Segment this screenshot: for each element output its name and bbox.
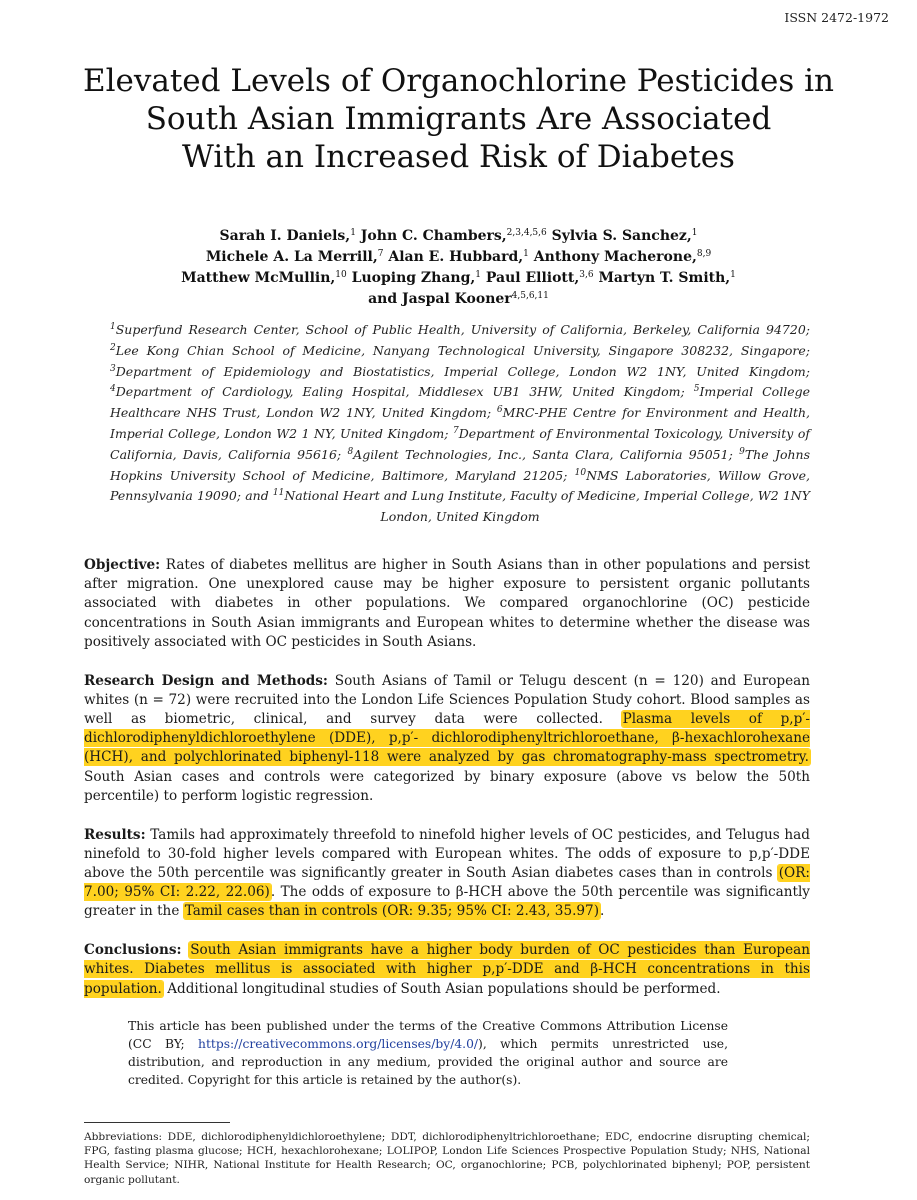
footnote-divider xyxy=(84,1122,230,1123)
section-text: . The odds of exposure to β-HCH above the 50th percentile was significantly greater in the xyxy=(84,884,810,920)
highlighted-text: South Asian immigrants have a higher body burden of OC pesticides than European whites. Diabetes mellitus is associated with higher p,p′-DDE and β-HCH concentrations in this population. xyxy=(84,942,810,997)
author-list xyxy=(60,226,857,310)
affiliations xyxy=(110,320,810,528)
affiliation: Superfund Research Center, School of Public Health, University of California, Berkeley, California 94720; xyxy=(115,322,810,337)
license-link[interactable]: https://creativecommons.org/licenses/by/4.0/ xyxy=(198,1037,479,1051)
author-affil-sup: 1 xyxy=(730,270,736,280)
author-affil-sup: 1 xyxy=(523,249,529,259)
author-name: Martyn T. Smith, xyxy=(598,270,731,286)
affil-sup: 2 xyxy=(110,342,116,353)
author-name: Sarah I. Daniels, xyxy=(219,228,351,244)
section-label: Objective: xyxy=(84,557,161,573)
author-affil-sup: 1 xyxy=(350,228,356,238)
abstract xyxy=(84,556,810,1018)
section-text: South Asian cases and controls were categorized by binary exposure (above vs below the 50th percentile) to perform logistic regression. xyxy=(84,768,810,804)
author-name: Sylvia S. Sanchez, xyxy=(551,228,692,244)
title-line: With an Increased Risk of Diabetes xyxy=(182,139,735,175)
affil-sup: 3 xyxy=(110,363,116,374)
affiliation: Lee Kong Chian School of Medicine, Nanyang Technological University, Singapore 308232, Singapore; xyxy=(115,342,810,358)
abstract-methods xyxy=(84,672,810,806)
author-affil-sup: 2,3,4,5,6 xyxy=(506,228,547,238)
author-name: Paul Elliott, xyxy=(485,270,580,286)
affil-sup: 10 xyxy=(574,467,587,478)
affil-sup: 1 xyxy=(110,322,116,332)
author-line xyxy=(60,268,857,289)
license-text: This article has been published under the terms of the Creative Commons Attribution License (CC BY; xyxy=(128,1019,728,1051)
affiliation: Department of Epidemiology and Biostatistics, Imperial College, London W2 1NY, United Kingdom; xyxy=(115,363,810,379)
abstract-objective xyxy=(84,556,810,652)
abbreviations-footnote: Abbreviations: DDE, dichlorodiphenyldichloroethylene; DDT, dichlorodiphenyltrichloroethane; EDC, endocrine disrupting chemical; FPG, fasting plasma glucose; HCH, hexachlorohexane; LOLIPOP, London Life Sciences Prospective Population Study; NHS, National Health Service; NIHR, National Institute for Health Research; OC, organochlorine; PCB, polychlorinated biphenyl; POP, persistent organic pollutant. xyxy=(84,1131,810,1186)
author-affil-sup: 7 xyxy=(377,249,384,259)
affiliation: NMS Laboratories, Willow Grove, Pennsylvania 19090; and xyxy=(110,467,810,504)
affiliation: Department of Environmental Toxicology, University of California, Davis, California 95616; xyxy=(110,425,810,462)
author-name: Anthony Macherone, xyxy=(533,249,697,265)
affil-sup: 11 xyxy=(272,488,285,499)
affil-sup: 6 xyxy=(496,405,503,416)
author-name: Michele A. La Merrill, xyxy=(205,249,378,265)
section-text: Rates of diabetes mellitus are higher in South Asians than in other populations and persist after migration. One unexplored cause may be higher exposure to persistent organic pollutants associated with diabetes in other populations. We compared organochlorine (OC) pesticide concentrations in South Asian immigrants and European whites to determine whether the disease was positively associated with OC pesticides in South Asians. xyxy=(84,557,810,650)
author-line xyxy=(60,247,857,268)
author-affil-sup: 10 xyxy=(335,270,347,280)
author-affil-sup: 3,6 xyxy=(579,270,594,280)
highlighted-text: Tamil cases than in controls (OR: 9.35; 95% CI: 2.43, 35.97) xyxy=(184,903,600,920)
abstract-conclusions xyxy=(84,941,810,999)
license-notice xyxy=(128,1017,728,1089)
affiliation: MRC-PHE Centre for Environment and Health, Imperial College, London W2 1 NY, United Kingdom; xyxy=(110,405,810,441)
affil-sup: 8 xyxy=(347,446,354,457)
author-name: Matthew McMullin, xyxy=(181,270,336,286)
affil-sup: 7 xyxy=(452,425,459,436)
author-affil-sup: 1 xyxy=(691,228,698,238)
article-title xyxy=(40,62,877,176)
license-text: ), which permits unrestricted use, distribution, and reproduction in any medium, provided the original author and source are credited. Copyright for this article is retained by the author(s). xyxy=(128,1037,728,1087)
author-affil-sup: 4,5,6,11 xyxy=(511,291,549,301)
affiliation: National Heart and Lung Institute, Faculty of Medicine, Imperial College, W2 1NY London, United Kingdom xyxy=(284,488,811,525)
affiliation: Department of Cardiology, Ealing Hospital, Middlesex UB1 3HW, United Kingdom; xyxy=(115,384,685,400)
author-name: John C. Chambers, xyxy=(360,228,507,244)
author-name: Alan E. Hubbard, xyxy=(388,249,524,265)
section-text: South Asians of Tamil or Telugu descent (n = 120) and European whites (n = 72) were recruited into the London Life Sciences Population Study cohort. Blood samples as well as biometric, clinical, and survey data were collected. xyxy=(84,672,810,728)
author-affil-sup: 1 xyxy=(475,270,481,280)
highlighted-text: (OR: 7.00; 95% CI: 2.22, 22.06) xyxy=(84,865,811,901)
author-line xyxy=(60,289,857,310)
section-label: Results: xyxy=(84,826,146,843)
title-line: South Asian Immigrants Are Associated xyxy=(145,101,772,137)
section-label: Conclusions: xyxy=(84,942,182,959)
section-text: Additional longitudinal studies of South Asian populations should be performed. xyxy=(167,980,721,997)
author-name: Luoping Zhang, xyxy=(351,270,476,286)
affiliation: The Johns Hopkins University School of Medicine, Baltimore, Maryland 21205; xyxy=(110,446,810,483)
affil-sup: 9 xyxy=(739,446,745,457)
author-line xyxy=(60,226,857,247)
highlighted-text: Plasma levels of p,p′-dichlorodiphenyldichloroethylene (DDE), p,p′- dichlorodiphenyltrichloroethane, β-hexachlorohexane (HCH), and polychlorinated biphenyl-118 were analyzed by gas chromatography-mass spectrometry. xyxy=(84,711,810,766)
issn-label: ISSN 2472-1972 xyxy=(784,10,889,25)
affil-sup: 4 xyxy=(110,384,116,395)
author-name: and Jaspal Kooner xyxy=(368,291,512,307)
author-affil-sup: 8,9 xyxy=(696,249,712,259)
abstract-results xyxy=(84,826,810,922)
affiliation: Imperial College Healthcare NHS Trust, London W2 1NY, United Kingdom; xyxy=(110,384,810,421)
section-label: Research Design and Methods: xyxy=(84,672,328,689)
section-text: . xyxy=(600,903,605,920)
title-line: Elevated Levels of Organochlorine Pesticides in xyxy=(82,63,835,99)
affil-sup: 5 xyxy=(693,384,700,395)
affiliation: Agilent Technologies, Inc., Santa Clara, California 95051; xyxy=(353,446,733,462)
section-text: Tamils had approximately threefold to ninefold higher levels of OC pesticides, and Telugus had ninefold to 30-fold higher levels compared with European whites. The odds of exposure to p,p′-DDE above the 50th percentile was significantly greater in South Asian diabetes cases than in controls xyxy=(84,826,810,882)
